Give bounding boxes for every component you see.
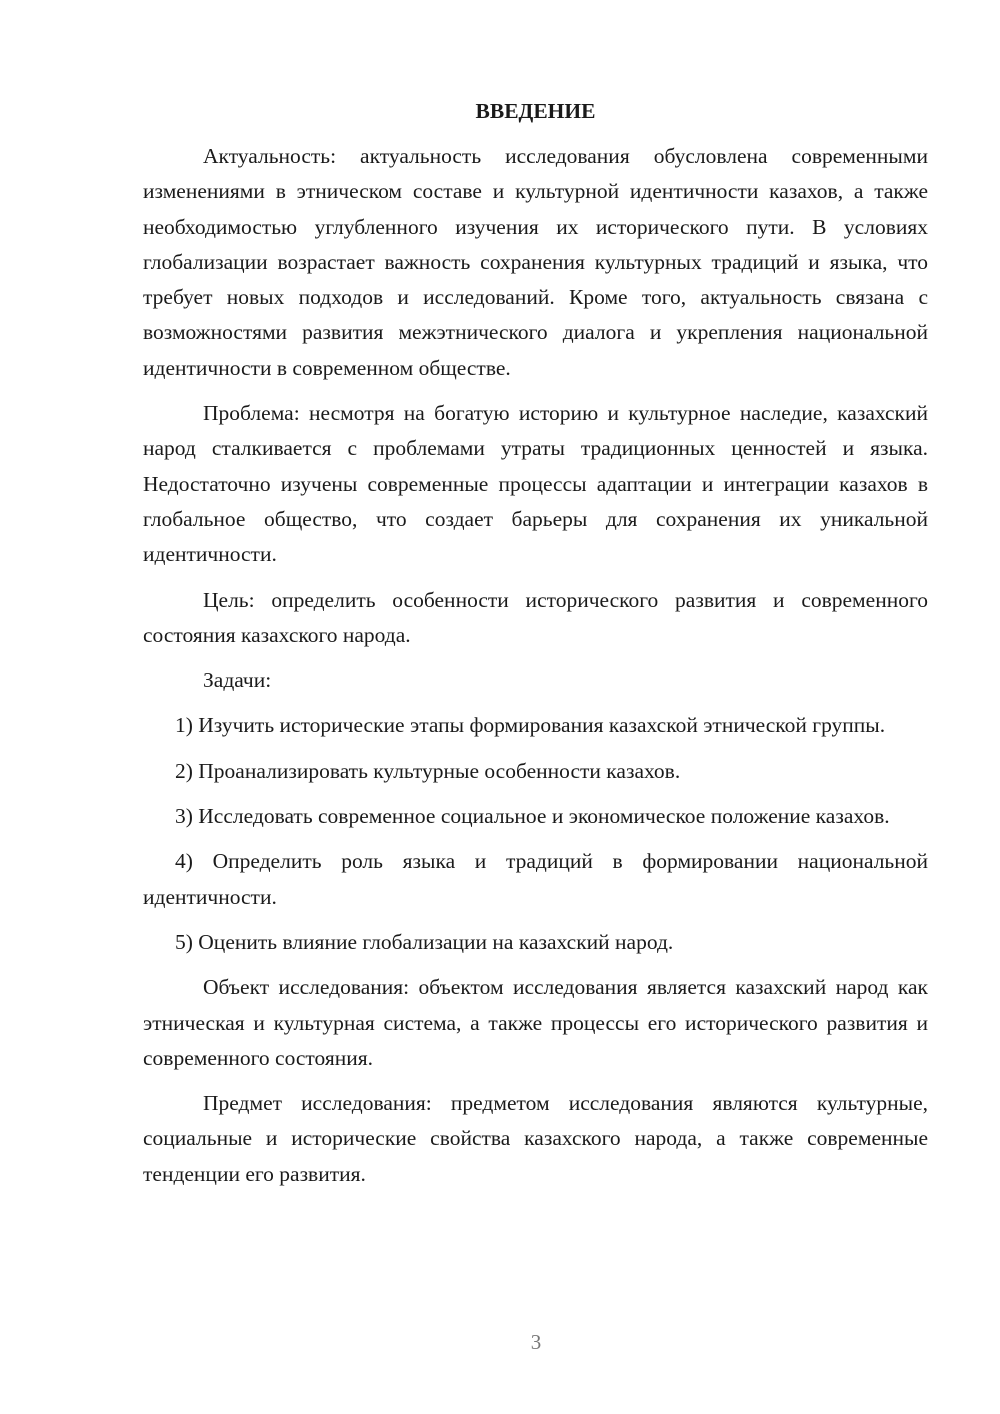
- paragraph-problem: Проблема: несмотря на богатую историю и культурное наследие, казахский народ сталкивается с проблемами утраты традиционных ценностей и языка. Недостаточно изучены современные процессы адаптации и интеграции казахов в глобальное общество, что создает барьеры для сохранения их уникальной идентичности.: [143, 401, 928, 567]
- page-content: [143, 94, 928, 1202]
- paragraph-subject: Предмет исследования: предметом исследования являются культурные, социальные и исторические свойства казахского народа, а также современные тенденции его развития.: [143, 1091, 928, 1186]
- task-item: 1) Изучить исторические этапы формирования казахской этнической группы.: [175, 713, 886, 738]
- page-number: 3: [530, 1330, 542, 1354]
- task-item: 2) Проанализировать культурные особенности казахов.: [175, 758, 681, 783]
- paragraph-goal: Цель: определить особенности исторического развития и современного состояния казахского народа.: [143, 587, 928, 647]
- task-item: 3) Исследовать современное социальное и экономическое положение казахов.: [175, 804, 890, 829]
- paragraph-tasks-heading: Задачи:: [203, 668, 272, 693]
- paragraph-relevance: Актуальность: актуальность исследования обусловлена современными изменениями в этническом составе и культурной идентичности казахов, а также необходимостью углубленного изучения их исторического пути. В условиях глобализации возрастает важность сохранения культурных традиций и языка, что требует новых подходов и исследований. Кроме того, актуальность связана с возможностями развития межэтнического диалога и укрепления национальной идентичности в современном обществе.: [143, 144, 928, 380]
- task-item: 4) Определить роль языка и традиций в формировании национальной идентичности.: [143, 849, 928, 909]
- task-item: 5) Оценить влияние глобализации на казахский народ.: [175, 929, 674, 954]
- paragraph-object: Объект исследования: объектом исследования является казахский народ как этническая и культурная система, а также процессы его исторического развития и современного состояния.: [143, 975, 928, 1070]
- page-title: ВВЕДЕНИЕ: [475, 99, 596, 123]
